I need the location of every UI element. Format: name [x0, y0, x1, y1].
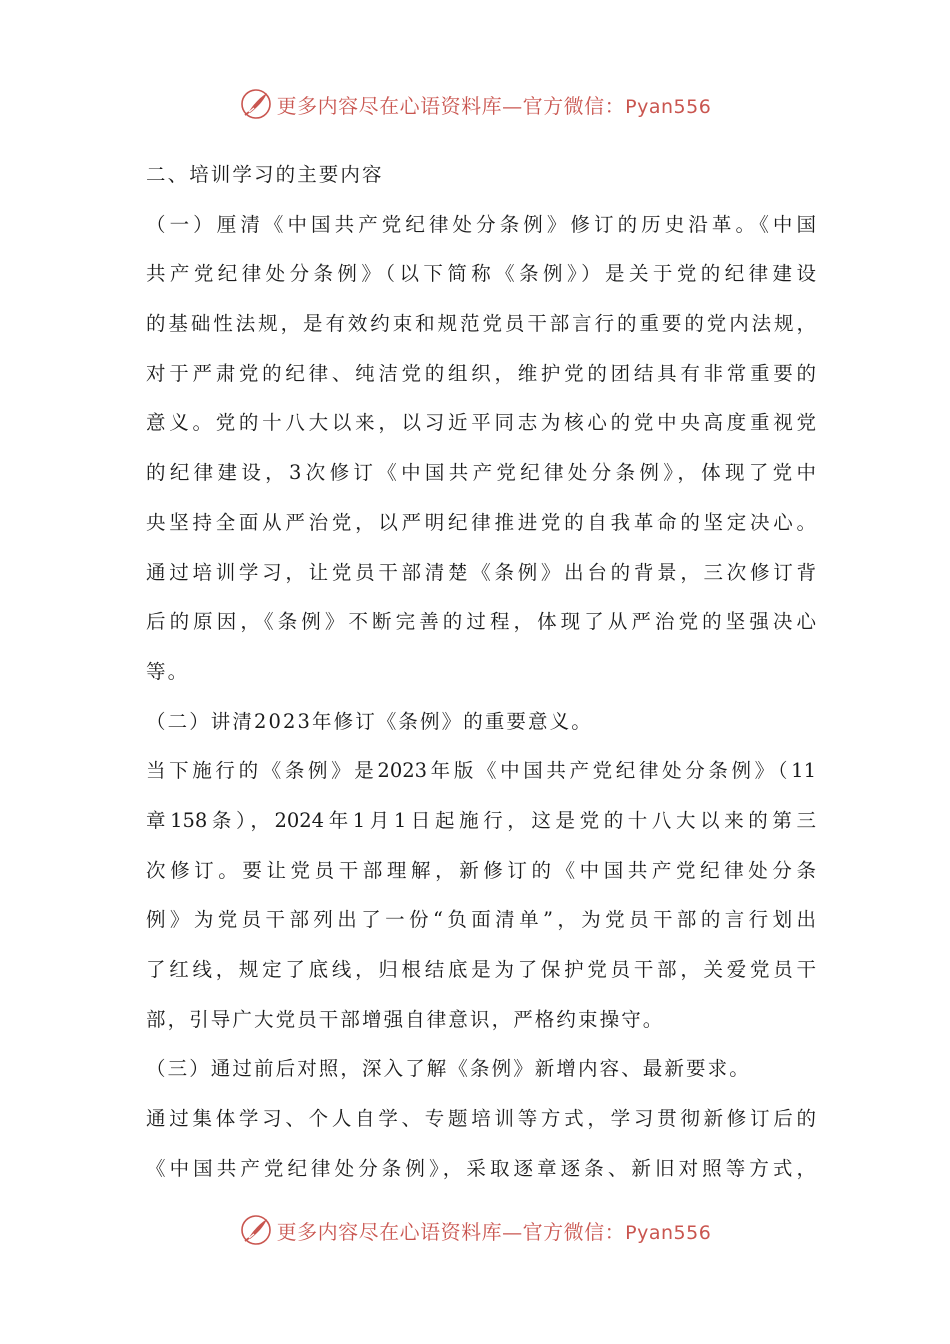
- document-body: [146, 150, 816, 1193]
- section-heading: 二、培训学习的主要内容: [146, 163, 384, 186]
- watermark-group: [239, 1213, 712, 1247]
- wechat-id: Pyan556: [625, 95, 712, 118]
- text-line: 《中国共产党纪律处分条例》，采取逐章逐条、新旧对照等方式，: [146, 1156, 816, 1180]
- text-line: 通过集体学习、个人自学、专题培训等方式，学习贯彻新修订后的: [146, 1107, 816, 1131]
- text-line: 通过培训学习，让党员干部清楚《条例》出台的背景，三次修订背: [146, 560, 816, 584]
- text-line: 章158条），2024年1月1日起施行，这是党的十八大以来的第三: [146, 808, 816, 832]
- quill-pen-logo-icon: [239, 87, 273, 121]
- text-line: 意义。党的十八大以来，以习近平同志为核心的党中央高度重视党: [146, 411, 816, 435]
- footer-watermark: [0, 1212, 950, 1248]
- text-line: 的纪律建设，3次修订《中国共产党纪律处分条例》，体现了党中: [146, 461, 816, 485]
- text-line: 例》为党员干部列出了一份“负面清单”，为党员干部的言行划出: [146, 908, 816, 932]
- wechat-id: Pyan556: [625, 1221, 712, 1244]
- text-line: 次修订。要让党员干部理解，新修订的《中国共产党纪律处分条: [146, 858, 816, 882]
- text-line: （一）厘清《中国共产党纪律处分条例》修订的历史沿革。《中国: [146, 212, 816, 236]
- text-line: 了红线，规定了底线，归根结底是为了保护党员干部，关爱党员干: [146, 958, 816, 981]
- text-line: 当下施行的《条例》是2023年版《中国共产党纪律处分条例》（11: [146, 759, 816, 783]
- watermark-text: 更多内容尽在心语资料库—官方微信：Pyan556: [276, 93, 712, 118]
- quill-pen-logo-icon: [239, 1213, 273, 1247]
- text-line: 共产党纪律处分条例》（以下简称《条例》）是关于党的纪律建设: [146, 262, 816, 286]
- subsection-heading: （三）通过前后对照，深入了解《条例》新增内容、最新要求。: [146, 1057, 751, 1081]
- subsection-heading: （二）讲清2023年修订《条例》的重要意义。: [146, 709, 593, 733]
- text-line: 对于严肃党的纪律、纯洁党的组织，维护党的团结具有非常重要的: [146, 361, 816, 385]
- text-line: 部，引导广大党员干部增强自律意识，严格约束操守。: [146, 1007, 665, 1031]
- text-line: 后的原因，《条例》不断完善的过程，体现了从严治党的坚强决心: [146, 610, 816, 634]
- watermark-group: [239, 87, 712, 121]
- text-line: 央坚持全面从严治党，以严明纪律推进党的自我革命的坚定决心。: [146, 510, 816, 534]
- header-watermark: [0, 86, 950, 122]
- text-line: 等。: [146, 659, 190, 683]
- text-line: 的基础性法规，是有效约束和规范党员干部言行的重要的党内法规，: [146, 312, 816, 336]
- watermark-text: 更多内容尽在心语资料库—官方微信：Pyan556: [276, 1219, 712, 1244]
